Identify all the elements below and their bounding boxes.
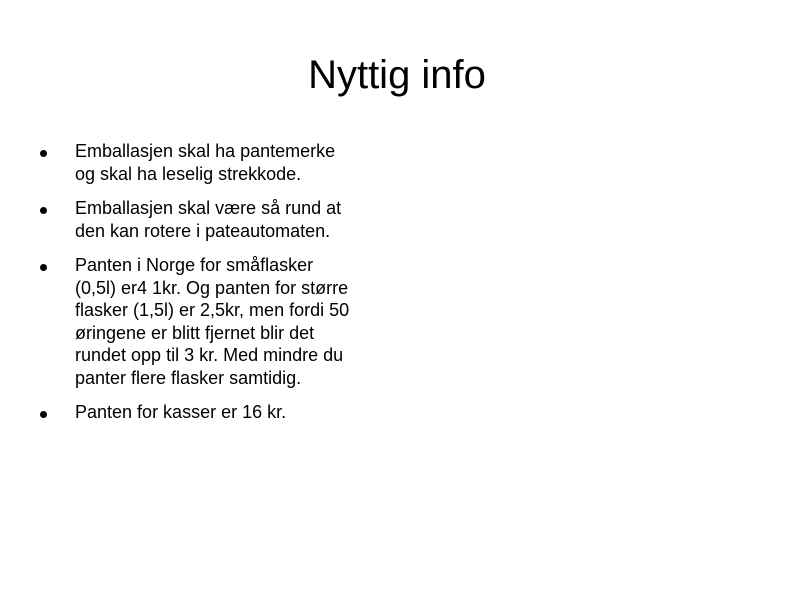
bullet-text: Panten for kasser er 16 kr. <box>75 402 287 422</box>
bullet-item <box>40 254 400 389</box>
bullet-text: Emballasjen skal være så rund at den kan rotere i pateautomaten. <box>75 198 342 241</box>
bullet-dot-icon <box>40 411 47 418</box>
bullet-list <box>40 140 400 436</box>
bullet-item <box>40 140 400 185</box>
bullet-text: Emballasjen skal ha pantemerke og skal ha leselig strekkode. <box>75 141 336 184</box>
bullet-item <box>40 197 400 242</box>
bullet-dot-icon <box>40 207 47 214</box>
bullet-dot-icon <box>40 264 47 271</box>
bullet-text: Panten i Norge for småflasker (0,5l) er4 1kr. Og panten for større flasker (1,5l) er 2,5kr, men fordi 50 øringene er blitt fjernet blir det rundet opp til 3 kr. Med mindre du panter flere flasker samtidig. <box>75 255 350 388</box>
slide-title: Nyttig info <box>308 53 486 97</box>
bullet-item <box>40 401 400 424</box>
bullet-dot-icon <box>40 150 47 157</box>
